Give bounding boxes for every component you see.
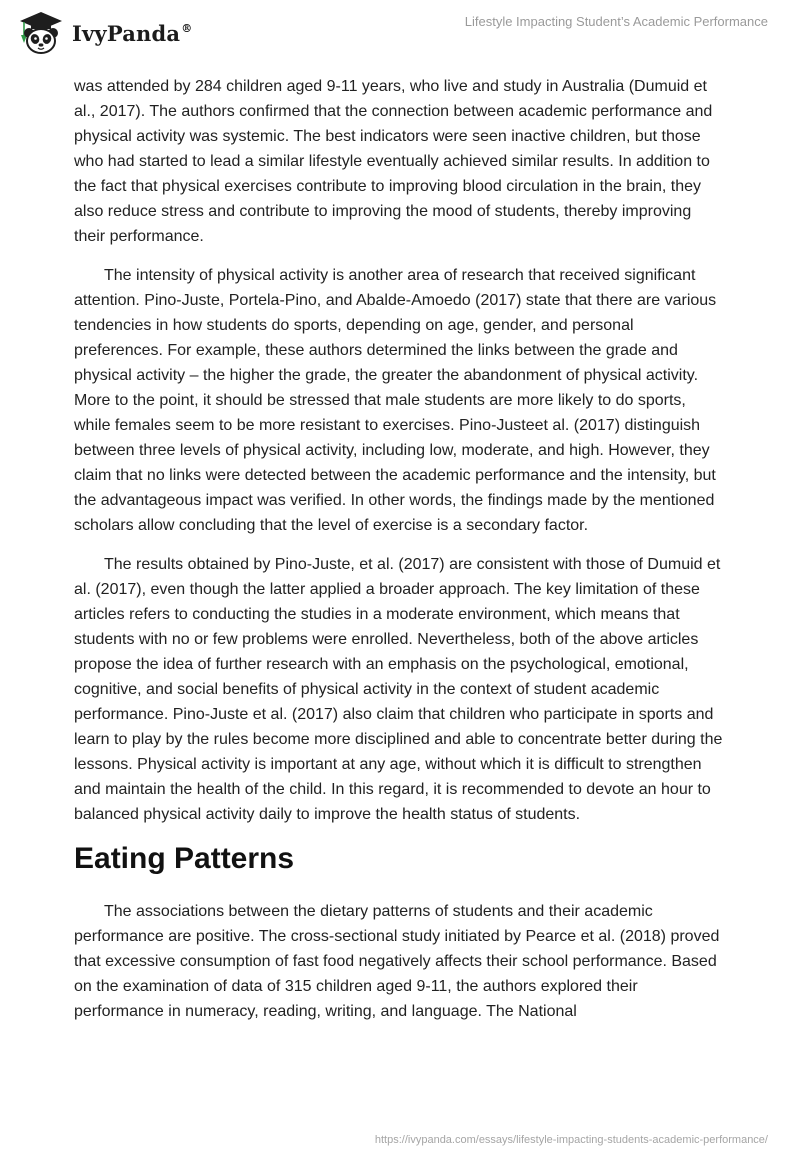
paragraph-3: The results obtained by Pino-Juste, et al. (2017) are consistent with those of Dumuid et al. (2017), even though the latter applied a broader approach. The key limitation of these articles refers to conducting the studies in a moderate environment, which means that students with no or few problems were enrolled. Nevertheless, both of the above articles propose the idea of further research with an emphasis on the psychological, emotional, cognitive, and social benefits of physical activity in the context of student academic performance. Pino-Juste et al. (2017) also claim that children who participate in sports and learn to play by the rules become more disciplined and able to concentrate better during the lessons. Physical activity is important at any age, without which it is difficult to strengthen and maintain the health of the child. In this regard, it is recommended to devote an hour to balanced physical activity daily to improve the health status of students. <box>74 556 723 823</box>
paragraph-4: The associations between the dietary patterns of students and their academic performance are positive. The cross-sectional study initiated by Pearce et al. (2018) proved that excessive consumption of fast food negatively affects their school performance. Based on the examination of data of 315 children aged 9-11, the authors explored their performance in numeracy, reading, writing, and language. The National <box>74 903 720 1020</box>
essay-body <box>74 74 724 1038</box>
running-title: Lifestyle Impacting Student’s Academic Performance <box>464 14 768 29</box>
panda-graduation-cap-icon <box>16 8 66 58</box>
logo-name: IvyPanda <box>72 20 181 46</box>
page-header <box>0 0 800 64</box>
section-heading: Eating Patterns <box>74 842 295 875</box>
paragraph-2: The intensity of physical activity is another area of research that received significant attention. Pino-Juste, Portela-Pino, and Abalde-Amoedo (2017) state that there are various tendencies in how students do sports, depending on age, gender, and personal preferences. For example, these authors determined the links between the grade and physical activity – the higher the grade, the greater the abandonment of physical activity. More to the point, it should be stressed that male students are more likely to do sports, while females seem to be more resistant to exercises. Pino-Justeet al. (2017) distinguish between three levels of physical activity, including low, moderate, and high. However, they claim that no links were detected between the academic performance and the intensity, but the advantageous impact was verified. In other words, the findings made by the mentioned scholars allow concluding that the level of exercise is a secondary factor. <box>74 267 717 534</box>
ivypanda-logo[interactable] <box>16 8 192 58</box>
registered-mark: ® <box>181 21 193 35</box>
source-url[interactable]: https://ivypanda.com/essays/lifestyle-impacting-students-academic-performance/ <box>374 1134 768 1146</box>
paragraph-1: was attended by 284 children aged 9-11 years, who live and study in Australia (Dumuid et al., 2017). The authors confirmed that the connection between academic performance and physical activity was systemic. The best indicators were seen inactive children, but those who had started to lead a similar lifestyle eventually achieved similar results. In addition to the fact that physical exercises contribute to improving blood circulation in the brain, they also reduce stress and contribute to improving the mood of students, thereby improving their performance. <box>74 78 713 245</box>
logo-wordmark <box>72 21 192 46</box>
